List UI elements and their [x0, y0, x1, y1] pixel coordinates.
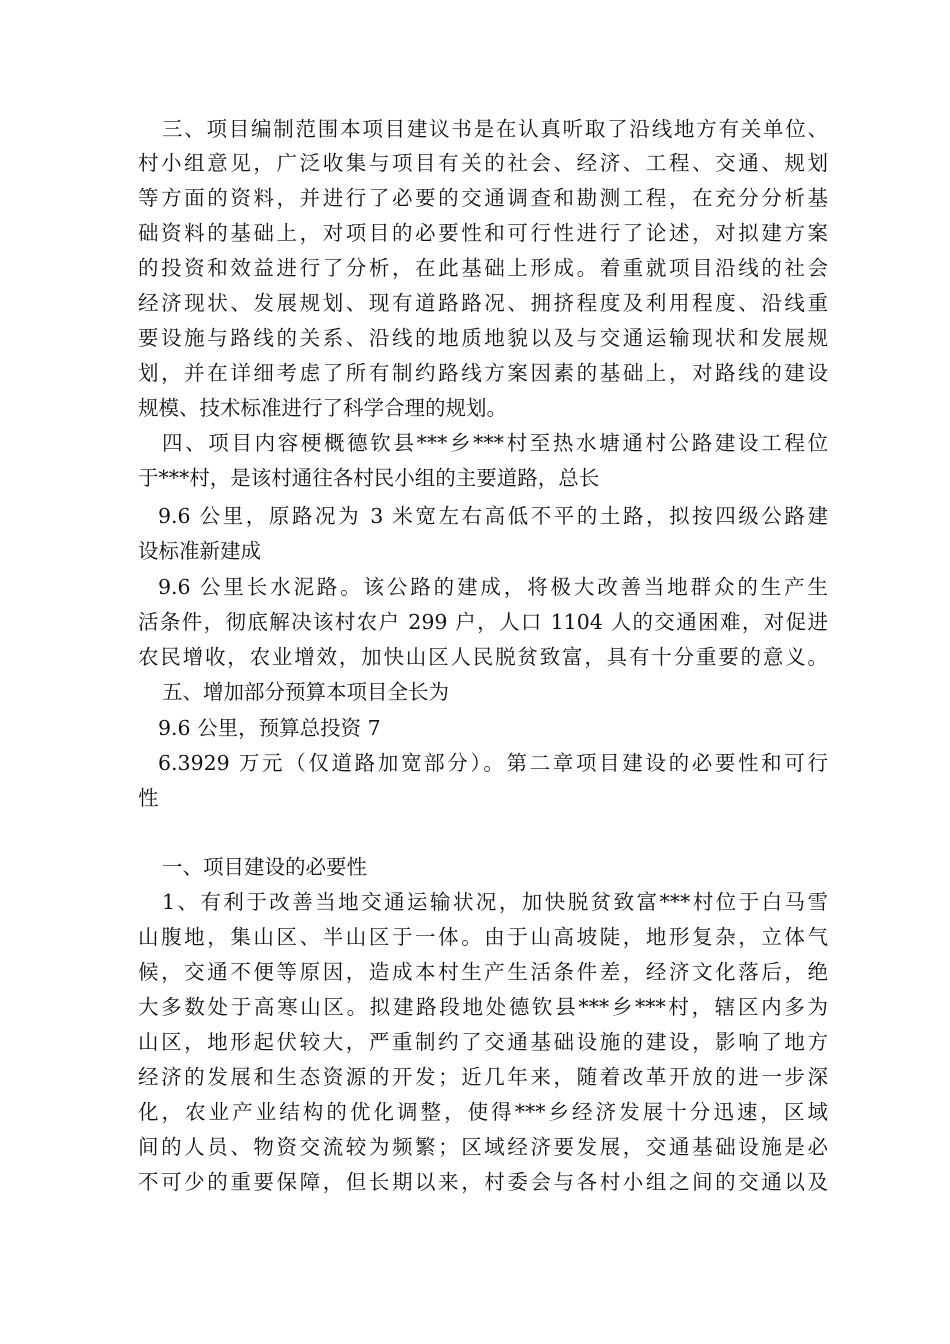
paragraph-line: 经济的发展和生态资源的开发；近几年来，随着改革开放的进一步深	[138, 1065, 828, 1089]
paragraph-line: 山区，地形起伏较大，严重制约了交通基础设施的建设，影响了地方	[138, 1030, 828, 1054]
paragraph-line: 1、有利于改善当地交通运输状况，加快脱贫致富***村位于白马雪	[162, 890, 828, 914]
paragraph-line: 活条件，彻底解决该村农户 299 户，人口 1104 人的交通困难，对促进	[138, 610, 828, 634]
paragraph-line: 化，农业产业结构的优化调整，使得***乡经济发展十分迅速，区域	[138, 1100, 828, 1124]
paragraph-line: 9.6 公里，原路况为 3 米宽左右高低不平的土路，拟按四级公路建	[158, 504, 828, 528]
paragraph-line: 础资料的基础上，对项目的必要性和可行性进行了论述，对拟建方案	[138, 221, 828, 245]
section-heading: 一、项目建设的必要性	[162, 855, 367, 879]
paragraph-line: 四、项目内容梗概德钦县***乡***村至热水塘通村公路建设工程位	[162, 431, 828, 455]
paragraph-line: 6.3929 万元（仅道路加宽部分）。第二章项目建设的必要性和可行	[158, 751, 828, 775]
paragraph-line: 等方面的资料，并进行了必要的交通调查和勘测工程，在充分分析基	[138, 186, 828, 210]
paragraph-line: 间的人员、物资交流较为频繁；区域经济要发展，交通基础设施是必	[138, 1135, 828, 1159]
paragraph-line: 9.6 公里长水泥路。该公路的建成，将极大改善当地群众的生产生	[158, 575, 828, 599]
paragraph-line: 农民增收，农业增效，加快山区人民脱贫致富，具有十分重要的意义。	[138, 645, 828, 669]
paragraph-line: 规模、技术标准进行了科学合理的规划。	[138, 396, 507, 420]
paragraph-line: 山腹地，集山区、半山区于一体。由于山高坡陡，地形复杂，立体气	[138, 925, 828, 949]
paragraph-line: 候，交通不便等原因，造成本村生产生活条件差，经济文化落后，绝	[138, 960, 828, 984]
paragraph-line: 划，并在详细考虑了所有制约路线方案因素的基础上，对路线的建设	[138, 361, 828, 385]
paragraph-line: 村小组意见，广泛收集与项目有关的社会、经济、工程、交通、规划	[138, 151, 828, 175]
paragraph-line: 不可少的重要保障，但长期以来，村委会与各村小组之间的交通以及	[138, 1170, 828, 1194]
paragraph-line: 9.6 公里，预算总投资 7	[158, 716, 381, 740]
paragraph-line: 大多数处于高寒山区。拟建路段地处德钦县***乡***村，辖区内多为	[138, 995, 828, 1019]
paragraph-line: 的投资和效益进行了分析，在此基础上形成。着重就项目沿线的社会	[138, 256, 828, 280]
paragraph-line: 经济现状、发展规划、现有道路路况、拥挤程度及利用程度、沿线重	[138, 291, 828, 315]
paragraph-line: 三、项目编制范围本项目建议书是在认真听取了沿线地方有关单位、	[162, 117, 828, 141]
paragraph-line: 五、增加部分预算本项目全长为	[162, 680, 449, 704]
paragraph-line: 设标准新建成	[138, 539, 261, 563]
paragraph-line: 要设施与路线的关系、沿线的地质地貌以及与交通运输现状和发展规	[138, 326, 828, 350]
paragraph-line: 于***村，是该村通往各村民小组的主要道路，总长	[138, 466, 600, 490]
paragraph-line: 性	[138, 786, 159, 810]
